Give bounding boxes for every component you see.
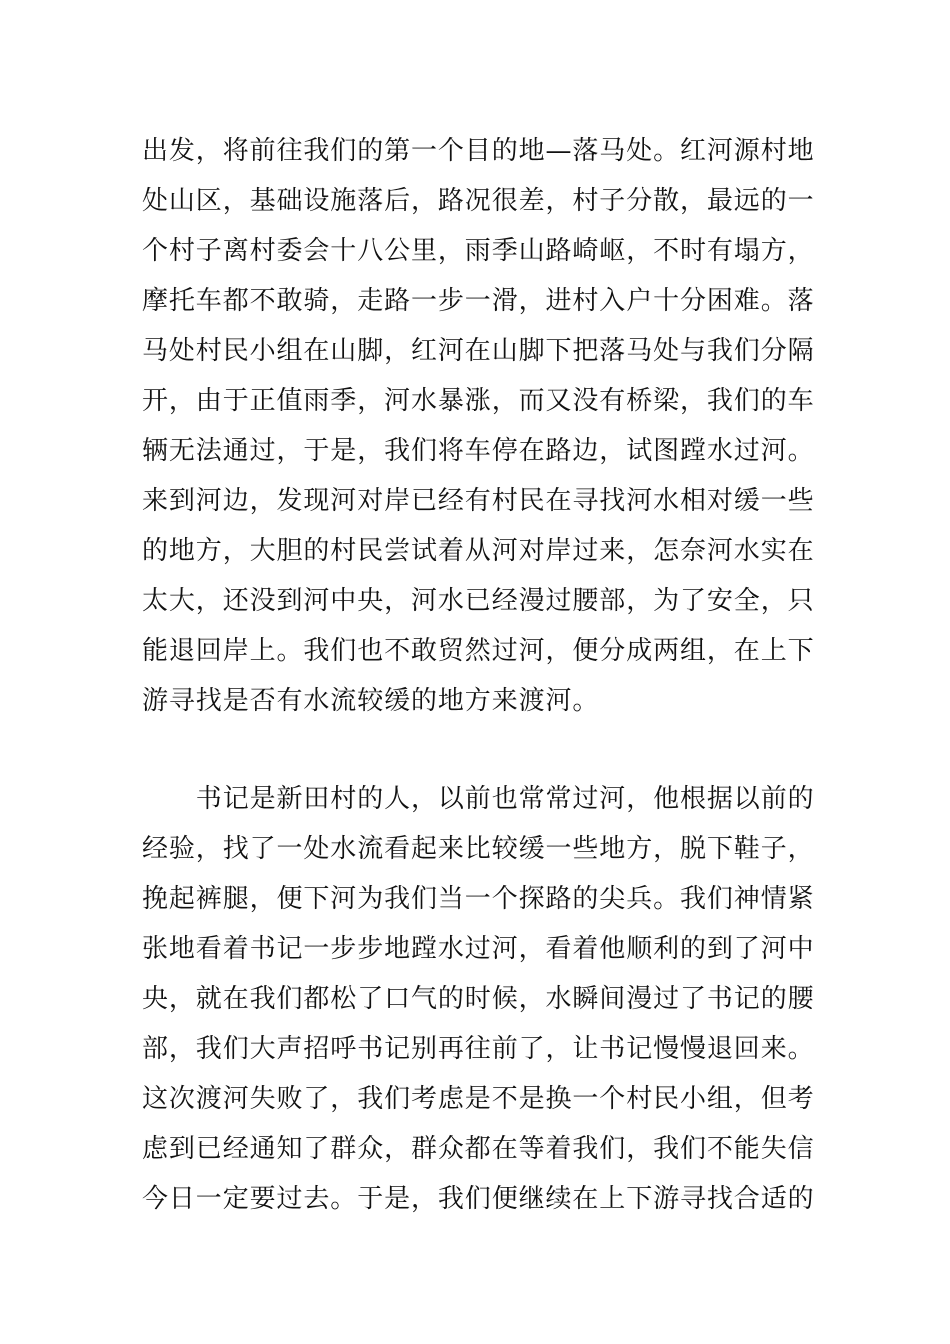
paragraph-line: 书记是新田村的人，以前也常常过河，他根据以前的 [142, 784, 815, 814]
paragraph-line: 今日一定要过去。于是，我们便继续在上下游寻找合适的 [142, 1184, 815, 1214]
paragraph-line: 部，我们大声招呼书记别再往前了，让书记慢慢退回来。 [142, 1034, 815, 1064]
paragraph-1 [142, 126, 815, 726]
paragraph-line: 央，就在我们都松了口气的时候，水瞬间漫过了书记的腰 [142, 984, 815, 1014]
paragraph-line: 出发，将前往我们的第一个目的地—落马处。红河源村地 [142, 136, 815, 166]
paragraph-line: 马处村民小组在山脚，红河在山脚下把落马处与我们分隔 [142, 336, 815, 366]
paragraph-line: 张地看着书记一步步地蹚水过河，看着他顺利的到了河中 [142, 934, 815, 964]
paragraph-line: 经验，找了一处水流看起来比较缓一些地方，脱下鞋子， [142, 834, 815, 864]
paragraph-line: 来到河边，发现河对岸已经有村民在寻找河水相对缓一些 [142, 486, 815, 516]
paragraph-line: 能退回岸上。我们也不敢贸然过河，便分成两组，在上下 [142, 636, 815, 666]
paragraph-line: 虑到已经通知了群众，群众都在等着我们，我们不能失信 [142, 1134, 815, 1164]
paragraph-line: 摩托车都不敢骑，走路一步一滑，进村入户十分困难。落 [142, 286, 815, 316]
paragraph-line: 开，由于正值雨季，河水暴涨，而又没有桥梁，我们的车 [142, 386, 815, 416]
paragraph-line: 个村子离村委会十八公里，雨季山路崎岖，不时有塌方， [142, 236, 815, 266]
paragraph-line: 挽起裤腿，便下河为我们当一个探路的尖兵。我们神情紧 [142, 884, 815, 914]
paragraph-2 [142, 774, 815, 1224]
paragraph-line: 游寻找是否有水流较缓的地方来渡河。 [142, 686, 600, 716]
paragraph-line: 太大，还没到河中央，河水已经漫过腰部，为了安全，只 [142, 586, 815, 616]
paragraph-line: 辆无法通过，于是，我们将车停在路边，试图蹚水过河。 [142, 436, 815, 466]
paragraph-line: 的地方，大胆的村民尝试着从河对岸过来，怎奈河水实在 [142, 536, 815, 566]
paragraph-line: 处山区，基础设施落后，路况很差，村子分散，最远的一 [142, 186, 815, 216]
paragraph-line: 这次渡河失败了，我们考虑是不是换一个村民小组，但考 [142, 1084, 815, 1114]
